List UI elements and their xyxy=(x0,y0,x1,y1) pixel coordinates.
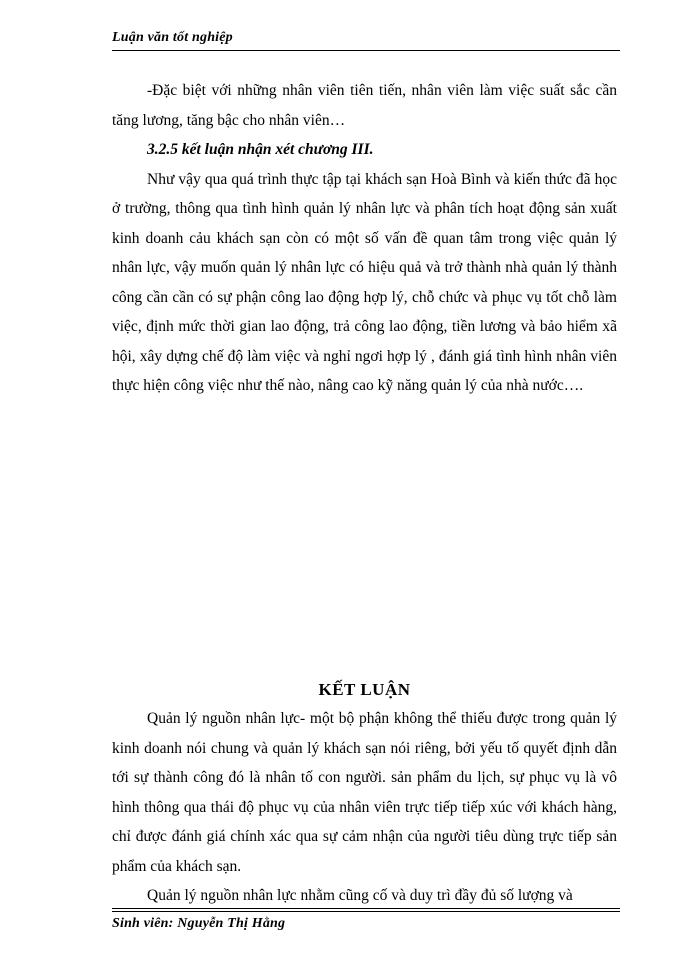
footer-author: Sinh viên: Nguyễn Thị Hằng xyxy=(112,916,286,931)
section-body-paragraph: Như vậy qua quá trình thực tập tại khách sạn Hoà Bình và kiến thức đã học ở trường, thông qua tình hình quản lý nhân lực và phân tích hoạt động sản xuất kinh doanh cảu khách sạn còn có một số vấn đề quan tâm trong việc quản lý nhân lực, vậy muốn quản lý nhân lực có hiệu quả và trở thành nhà quản lý thành công cần cần có sự phận công lao động hợp lý, chỗ chức và phục vụ tốt chỗ làm việc, định mức thời gian lao động, trả công lao động, tiền lương và bảo hiểm xã hội, xây dựng chế độ làm việc và nghỉ ngơi hợp lý , đánh giá tình hình nhân viên thực hiện công việc như thế nào, nâng cao kỹ năng quản lý của nhà nước…. xyxy=(112,170,617,394)
page-footer xyxy=(112,908,620,932)
chapter-section xyxy=(112,76,617,401)
section-subheading: 3.2.5 kết luận nhận xét chương III. xyxy=(147,141,374,158)
footer-divider-top xyxy=(112,908,620,909)
conclusion-section xyxy=(112,704,617,911)
header-divider xyxy=(112,50,620,51)
conclusion-paragraph-1: Quản lý nguồn nhân lực- một bộ phận không thể thiếu được trong quản lý kinh doanh nói chung và quản lý khách sạn nói riêng, bởi yếu tố quyết định dẫn tới sự thành công đó là nhân tố con người. sản phẩm du lịch, sự phục vụ là vô hình thông qua thái độ phục vụ của nhân viên trực tiếp tiếp xúc với khách hàng, chỉ được đánh giá chính xác qua sự cảm nhận của người tiêu dùng trực tiếp sản phẩm của khách sạn. xyxy=(112,710,617,875)
intro-paragraph: -Đặc biệt với những nhân viên tiên tiến, nhân viên làm việc suất sắc cần tăng lương, tăng bậc cho nhân viên… xyxy=(112,82,617,129)
conclusion-paragraph-2: Quản lý nguồn nhân lực nhằm cũng cố và duy trì đầy đủ số lượng và xyxy=(147,887,573,904)
footer-divider-bottom xyxy=(112,911,620,912)
header-title: Luận văn tốt nghiệp xyxy=(112,30,233,45)
page-header xyxy=(112,30,620,51)
conclusion-title: KẾT LUẬN xyxy=(318,680,411,699)
